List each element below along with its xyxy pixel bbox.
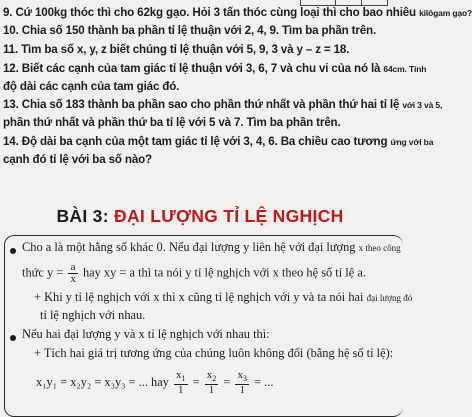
theory-line xyxy=(34,346,393,361)
exercise-number: 10. xyxy=(3,24,19,37)
exercise-12 xyxy=(3,60,427,95)
subscript: 1 xyxy=(181,374,186,383)
exercise-text: Chia số 150 thành ba phần tỉ lệ thuận với 2, 4, 9. Tìm ba phần trên. xyxy=(21,24,377,37)
exercise-number: 11. xyxy=(3,43,19,56)
fraction-numerator: x xyxy=(237,369,243,381)
theory-text: thức y = xyxy=(22,265,67,280)
theory-line-formula xyxy=(22,262,366,285)
lesson-title-main: ĐẠI LƯỢNG TỈ LỆ NGHỊCH xyxy=(114,206,344,226)
exercise-text-line2: cạnh đó tỉ lệ với ba số nào? xyxy=(3,153,152,166)
fraction-denominator: 1 xyxy=(239,384,245,396)
fraction xyxy=(68,262,78,285)
bullet-icon xyxy=(10,248,16,254)
lesson-title-prefix: BÀI 3: xyxy=(56,206,114,226)
fraction-numerator: x xyxy=(176,369,182,381)
exercise-10 xyxy=(3,22,400,39)
formula-text: x₁y₁ = x₂y₂ = x₃y₃ = ... hay xyxy=(36,374,173,389)
exercise-text: Tìm ba số x, y, z biết chúng tỉ lệ thuận với 5, 9, 3 và y – z = 18. xyxy=(21,43,350,56)
theory-text: Cho a là một hằng số khác 0. Nếu đại lượng y liên hệ với đại lượng xyxy=(22,240,359,254)
lesson-title xyxy=(0,206,400,227)
exercise-13 xyxy=(3,96,443,131)
theory-text-tail: x theo công xyxy=(358,243,401,253)
theory-line xyxy=(22,327,270,342)
fraction xyxy=(235,370,249,396)
fraction xyxy=(205,370,219,396)
exercise-text: Độ dài ba cạnh của một tam giác tỉ lệ với 3, 4, 6. Ba chiều cao tương xyxy=(21,135,391,148)
exercise-11 xyxy=(3,41,400,58)
equals-sign: = xyxy=(192,374,200,389)
theory-text: hay xy = a thì ta nói y tỉ lệ nghịch với x theo hệ số tỉ lệ a. xyxy=(79,265,366,280)
exercise-text-tail: ứng với ba xyxy=(390,137,434,147)
equals-sign: = xyxy=(223,374,231,389)
theory-text: Nếu hai đại lượng y và x tỉ lệ nghịch với nhau thì: xyxy=(22,327,270,341)
theory-line xyxy=(40,308,145,323)
exercise-number: 9. xyxy=(3,6,13,19)
exercise-number: 14. xyxy=(3,135,19,148)
fraction xyxy=(174,370,188,396)
theory-text: + Tích hai giá trị tương ứng của chúng luôn không đổi (bằng hệ số tỉ lệ): xyxy=(34,346,394,360)
subscript: 3 xyxy=(242,374,247,383)
exercise-text: Chia số 183 thành ba phần sao cho phần thứ nhất và phần thứ hai tỉ lệ xyxy=(21,98,403,111)
table-cell-value xyxy=(369,0,379,1)
theory-text: + Khi y tỉ lệ nghịch với x thì x cũng tỉ lệ nghịch với y và ta nói hai xyxy=(34,290,367,304)
theory-text: tỉ lệ nghịch với nhau. xyxy=(40,308,146,322)
exercise-9 xyxy=(3,4,472,22)
exercise-text-line2: phần thứ nhất và phần thứ ba tỉ lệ với 5 và 7. Tìm ba phần trên. xyxy=(3,116,341,129)
exercise-14 xyxy=(3,133,434,168)
exercise-text-tail: kilôgam gạo? xyxy=(419,8,472,18)
subscript: 2 xyxy=(212,374,217,383)
theory-text-tail: đại lượng đó xyxy=(366,293,413,303)
exercise-text-tail: 64cm. Tính xyxy=(383,64,427,74)
theory-line xyxy=(22,240,401,255)
exercise-text: Cứ 100kg thóc thì cho 62kg gạo. Hỏi 3 tấn thóc cùng loại thì cho bao nhiêu xyxy=(15,6,420,19)
theory-formula xyxy=(36,370,273,396)
fraction-denominator: x xyxy=(70,273,76,285)
formula-text: = ... xyxy=(254,374,274,389)
theory-line xyxy=(34,290,412,305)
fraction-numerator: a xyxy=(68,262,78,274)
fraction-denominator: 1 xyxy=(178,384,184,396)
exercise-text: Biết các cạnh của tam giác tỉ lệ thuận với 3, 6, 7 và chu vi của nó là xyxy=(21,62,384,75)
exercise-text-tail: với 3 và 5, xyxy=(402,100,443,110)
fraction-numerator: x xyxy=(206,369,213,381)
fraction-denominator: 1 xyxy=(208,384,215,396)
exercise-number: 12. xyxy=(3,62,19,75)
exercise-text-line2: độ dài các cạnh của tam giác đó. xyxy=(3,80,180,93)
bullet-icon xyxy=(10,335,16,341)
exercise-number: 13. xyxy=(3,98,19,111)
